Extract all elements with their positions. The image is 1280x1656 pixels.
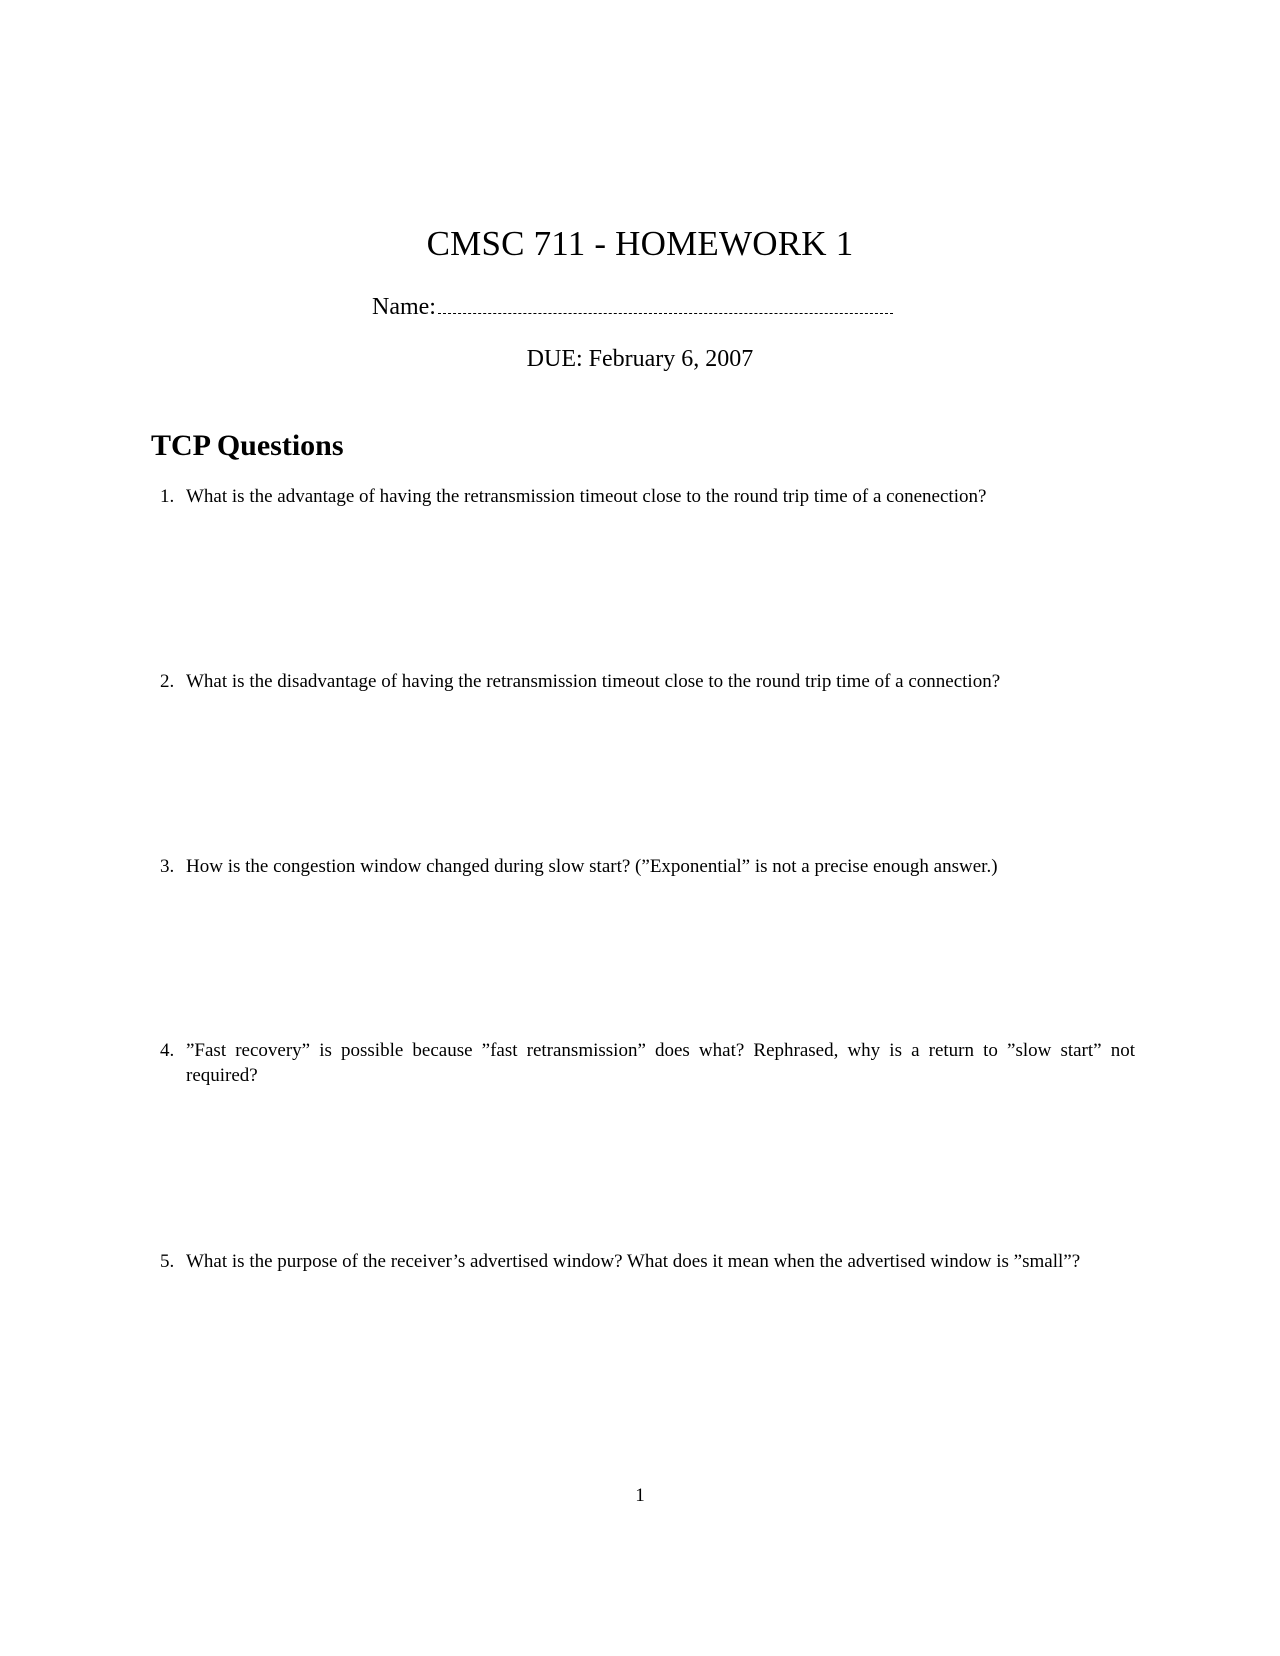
question-number: 4. (160, 1040, 175, 1061)
question-number: 1. (160, 486, 175, 507)
question-text: What is the purpose of the receiver’s advertised window? What does it mean when the advertised window is ”small”? (186, 1251, 1081, 1272)
name-blank-line (438, 293, 893, 314)
question-5 (160, 1249, 1135, 1274)
question-1 (160, 484, 1135, 509)
name-field-wrapper (372, 292, 893, 322)
question-3 (160, 854, 1135, 879)
question-number: 5. (160, 1251, 175, 1272)
document-title: CMSC 711 - HOMEWORK 1 (426, 224, 854, 263)
question-4 (160, 1038, 1135, 1088)
question-text: ”Fast recovery” is possible because ”fast retransmission” does what? Rephrased, why is a return to ”slow start” not required? (186, 1040, 1135, 1086)
name-line (0, 292, 1280, 322)
question-number: 2. (160, 671, 175, 692)
question-text: How is the congestion window changed during slow start? (”Exponential” is not a precise enough answer.) (186, 856, 998, 877)
section-title: TCP Questions (151, 429, 344, 462)
due-date: DUE: February 6, 2007 (526, 346, 754, 372)
question-text: What is the advantage of having the retransmission timeout close to the round trip time of a conenection? (186, 486, 987, 507)
page-number: 1 (635, 1485, 645, 1506)
question-2 (160, 669, 1135, 694)
question-number: 3. (160, 856, 175, 877)
name-label: Name: (372, 294, 436, 320)
question-text: What is the disadvantage of having the retransmission timeout close to the round trip time of a connection? (186, 671, 1001, 692)
